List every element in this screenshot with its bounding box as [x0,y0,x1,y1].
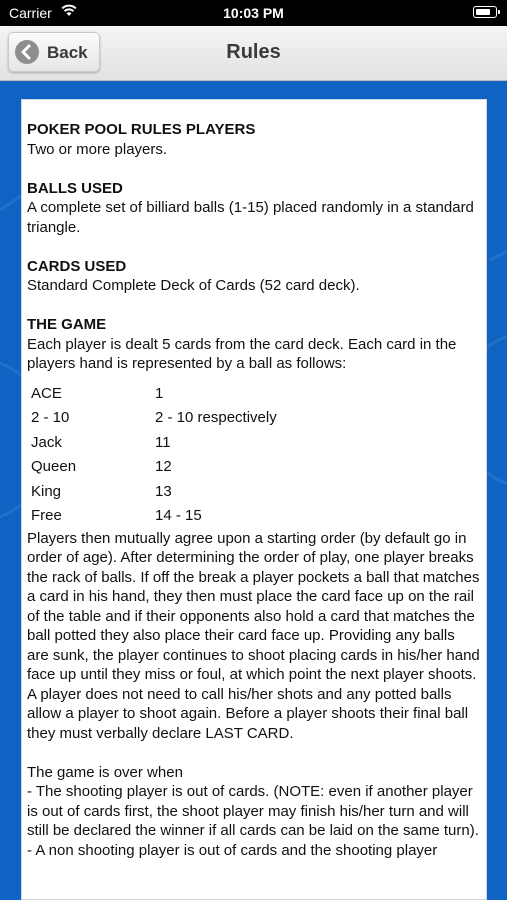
rules-panel[interactable] [21,99,487,900]
table-row [31,504,480,529]
card-name: ACE [31,384,62,402]
game-over-heading: The game is over when [27,763,183,781]
navigation-bar [0,26,507,81]
status-bar [0,0,507,26]
players-text: Two or more players. [27,140,168,158]
game-intro: Each player is dealt 5 cards from the card deck. Each card in the players hand is represented by a ball as follows: [27,335,457,372]
heading-game: THE GAME [27,316,107,333]
table-row [31,406,480,431]
clock: 10:03 PM [223,5,284,21]
game-body: Players then mutually agree upon a starting order (by default go in order of age). After determining the order of play, one player breaks the rack of balls. If off the break a player pockets a ball that matches a card in his hand, they then must place the card face up on the rail of the table and if their opponents also hold a card that matches the ball potted they also place their card face up. Providing any balls are sunk, the player continues to shoot placing cards in his/her hand face up until they miss or foul, at which point the next player shoots. A player does not need to call his/her shots and any potted balls allow a player to shoot again. Before a player shoots their final ball they must verbally declare LAST CARD. [27,529,480,742]
page-title: Rules [226,41,281,63]
rules-content [22,100,486,860]
battery-icon [473,6,497,18]
ball-number: 14 - 15 [155,507,202,524]
heading-cards: CARDS USED [27,257,127,275]
back-button-label: Back [47,43,88,62]
balls-text: A complete set of billiard balls (1-15) placed randomly in a standard triangle. [27,199,474,236]
table-row [31,382,480,407]
heading-players: POKER POOL RULES PLAYERS [27,121,256,138]
table-row [31,455,480,480]
card-name: Free [31,507,62,524]
card-name: Jack [31,433,62,451]
ball-number: 13 [155,482,172,500]
card-ball-table [31,382,480,529]
ball-number: 1 [155,384,164,402]
card-name: King [31,482,62,500]
game-over-item: - The shooting player is out of cards. (NOTE: even if another player is out of cards first, the shoot player may finish his/her turn and will still be declared the winner if all cards can be laid on the same turn). [27,783,479,839]
ball-number: 12 [155,458,172,475]
game-over-item: - A non shooting player is out of cards and the shooting player [27,841,438,859]
heading-balls: BALLS USED [27,179,123,197]
back-button[interactable] [8,32,100,72]
back-arrow-icon [15,40,39,64]
carrier-label: Carrier [9,5,52,21]
table-row [31,480,480,505]
cards-text: Standard Complete Deck of Cards (52 card deck). [27,277,360,294]
card-name: Queen [31,458,77,475]
ball-number: 2 - 10 respectively [155,409,277,426]
table-row [31,431,480,456]
card-name: 2 - 10 [31,409,70,426]
ball-number: 11 [155,433,171,451]
